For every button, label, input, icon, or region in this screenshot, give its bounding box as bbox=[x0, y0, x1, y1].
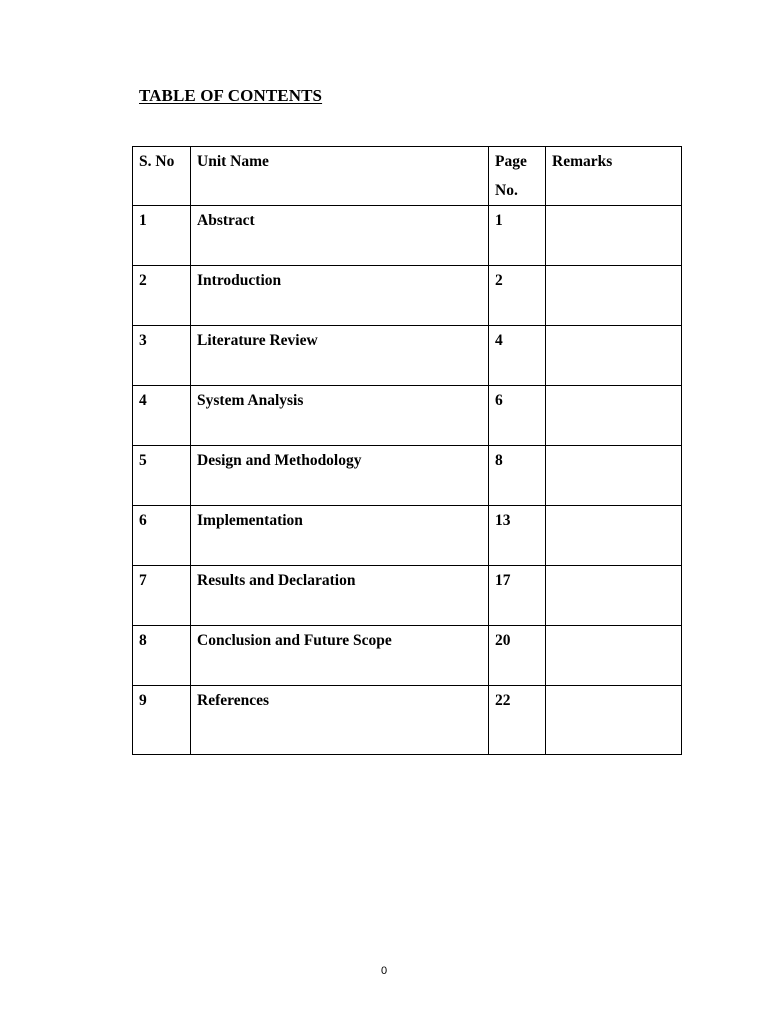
table-row bbox=[133, 386, 682, 446]
cell-page-no: 20 bbox=[489, 626, 546, 686]
table-row bbox=[133, 506, 682, 566]
cell-page-no: 22 bbox=[489, 686, 546, 755]
cell-remarks bbox=[546, 386, 682, 446]
cell-remarks bbox=[546, 626, 682, 686]
page-number: 0 bbox=[380, 965, 388, 977]
header-unit-name: Unit Name bbox=[191, 147, 489, 206]
cell-sno: 9 bbox=[133, 686, 191, 755]
cell-page-no: 8 bbox=[489, 446, 546, 506]
cell-sno: 2 bbox=[133, 266, 191, 326]
cell-page-no: 4 bbox=[489, 326, 546, 386]
header-page-no bbox=[489, 147, 546, 206]
header-page-line1: Page bbox=[495, 153, 527, 170]
cell-sno: 3 bbox=[133, 326, 191, 386]
contents-table bbox=[132, 146, 682, 755]
header-sno: S. No bbox=[133, 147, 191, 206]
cell-page-no: 17 bbox=[489, 566, 546, 626]
cell-unit-name: Implementation bbox=[191, 506, 489, 566]
cell-page-no: 13 bbox=[489, 506, 546, 566]
cell-page-no: 1 bbox=[489, 206, 546, 266]
cell-sno: 4 bbox=[133, 386, 191, 446]
table-row bbox=[133, 266, 682, 326]
cell-remarks bbox=[546, 326, 682, 386]
cell-unit-name: Design and Methodology bbox=[191, 446, 489, 506]
cell-sno: 8 bbox=[133, 626, 191, 686]
cell-sno: 7 bbox=[133, 566, 191, 626]
table-row bbox=[133, 566, 682, 626]
page-title: TABLE OF CONTENTS bbox=[139, 86, 323, 105]
cell-unit-name: System Analysis bbox=[191, 386, 489, 446]
cell-remarks bbox=[546, 686, 682, 755]
table-header-row bbox=[133, 147, 682, 206]
table-row bbox=[133, 446, 682, 506]
cell-remarks bbox=[546, 506, 682, 566]
cell-unit-name: Introduction bbox=[191, 266, 489, 326]
table-row bbox=[133, 206, 682, 266]
cell-unit-name: Results and Declaration bbox=[191, 566, 489, 626]
cell-unit-name: Literature Review bbox=[191, 326, 489, 386]
cell-remarks bbox=[546, 566, 682, 626]
table-row bbox=[133, 326, 682, 386]
cell-unit-name: Abstract bbox=[191, 206, 489, 266]
cell-unit-name: Conclusion and Future Scope bbox=[191, 626, 489, 686]
cell-remarks bbox=[546, 206, 682, 266]
cell-remarks bbox=[546, 446, 682, 506]
table-row bbox=[133, 686, 682, 755]
cell-page-no: 6 bbox=[489, 386, 546, 446]
header-page-line2: No. bbox=[495, 182, 518, 199]
table-row bbox=[133, 626, 682, 686]
cell-page-no: 2 bbox=[489, 266, 546, 326]
cell-sno: 1 bbox=[133, 206, 191, 266]
cell-unit-name: References bbox=[191, 686, 489, 755]
cell-remarks bbox=[546, 266, 682, 326]
header-remarks: Remarks bbox=[546, 147, 682, 206]
cell-sno: 5 bbox=[133, 446, 191, 506]
cell-sno: 6 bbox=[133, 506, 191, 566]
